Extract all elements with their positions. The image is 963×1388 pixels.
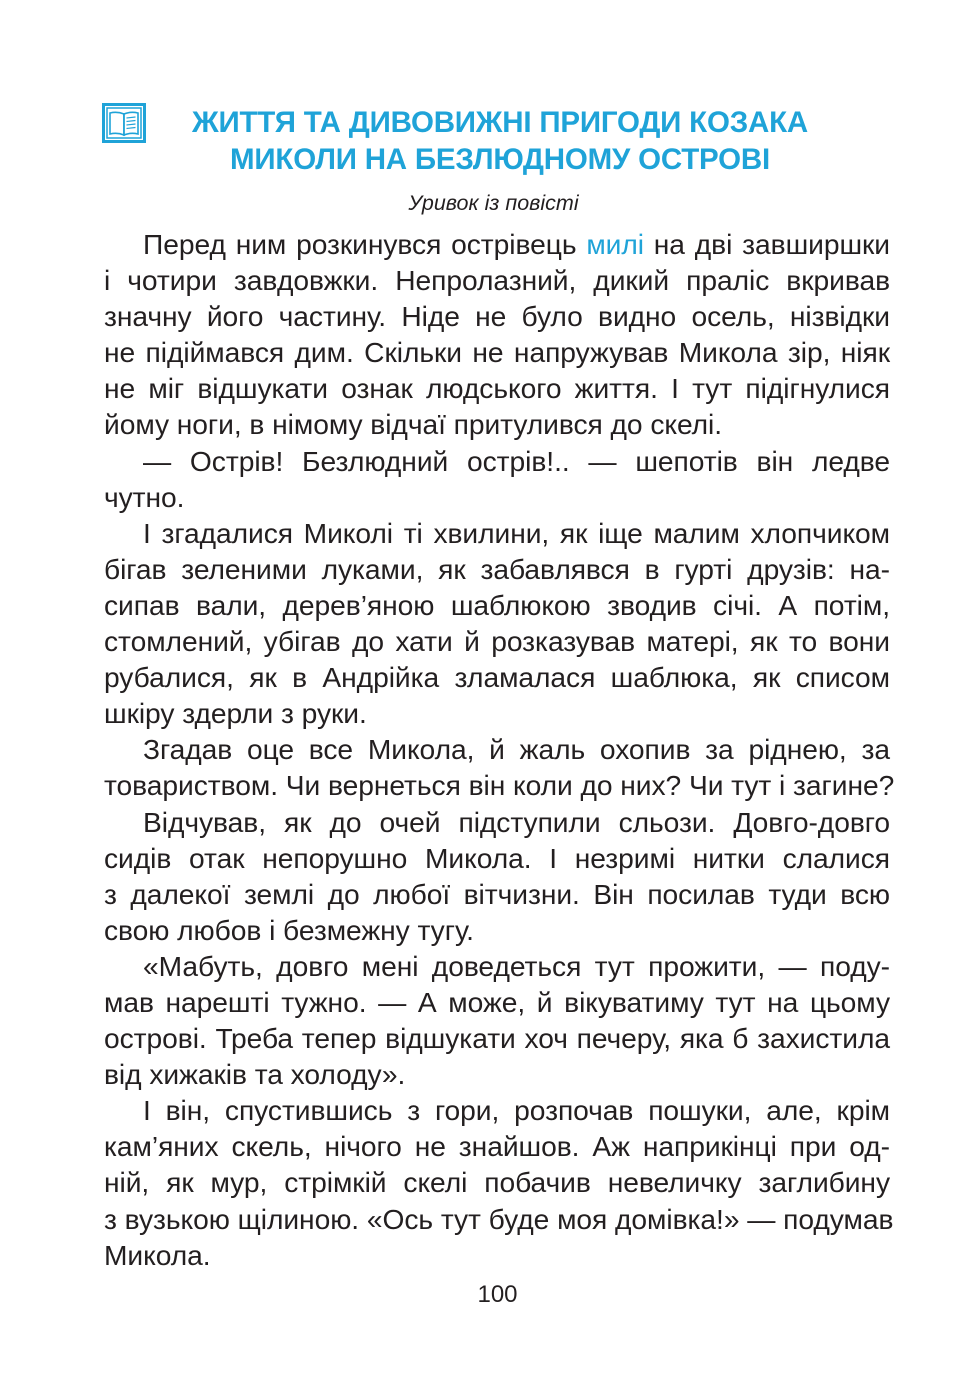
- story-subtitle: Уривок із повісті: [408, 191, 579, 215]
- open-book-icon: [102, 103, 146, 143]
- text-line: шкіру здерли з руки.: [104, 697, 367, 730]
- text-line: свою любов і безмежну тугу.: [104, 913, 474, 946]
- text-line: не міг відшукати ознак людського життя. І тут підігнулися: [104, 372, 890, 405]
- text-line: Микола.: [104, 1238, 211, 1271]
- highlighted-word: милі: [586, 228, 644, 260]
- text-line: товариством. Чи вернеться він коли до них? Чи тут і загине?: [104, 769, 895, 802]
- story-title: [150, 104, 850, 178]
- text-line: чутно.: [104, 480, 185, 513]
- text-line: рубалися, як в Андрійка зламалася шаблюка, як списом: [104, 661, 890, 694]
- text-line: значну його частину. Ніде не було видно осель, нізвідки: [104, 300, 890, 333]
- text-line: бігав зеленими луками, як забавлявся в гурті друзів: на-: [104, 552, 890, 585]
- text-line: І він, спустившись з гори, розпочав пошуки, але, крім: [143, 1094, 890, 1127]
- text-line: від хижаків та холоду».: [104, 1058, 406, 1091]
- text-line: Відчував, як до очей підступили сльози. Довго-довго: [143, 805, 890, 838]
- text-line: І згадалися Миколі ті хвилини, як іще малим хлопчиком: [143, 516, 890, 549]
- text-line: — Острів! Безлюдний острів!.. — шепотів він ледве: [143, 444, 890, 477]
- text-line: острові. Треба тепер відшукати хоч печеру, яка б захистила: [104, 1022, 890, 1055]
- text-line: і чотири завдовжки. Непролазний, дикий праліс вкривав: [104, 264, 890, 297]
- text-line: ній, як мур, стрімкій скелі побачив невеличку заглибину: [104, 1166, 890, 1199]
- text-line: сипав вали, дерев’яною шаблюкою зводив січі. А потім,: [104, 588, 890, 621]
- text-line: сидів отак непорушно Микола. І незримі нитки слалися: [104, 841, 890, 874]
- story-text: [104, 226, 895, 1273]
- text-line: з вузькою щілиною. «Ось тут буде моя домівка!» — подумав: [104, 1202, 894, 1235]
- text-line: Згадав оце все Микола, й жаль охопив за ріднею, за: [143, 733, 890, 766]
- text-line: мав нарешті тужно. — А може, й вікуватиму тут на цьому: [104, 985, 890, 1018]
- text-line: кам’яних скель, нічого не знайшов. Аж наприкінці при од-: [104, 1130, 890, 1163]
- title-line: МИКОЛИ НА БЕЗЛЮДНОМУ ОСТРОВІ: [230, 143, 770, 176]
- text-line: не підіймався дим. Скільки не напружував Микола зір, ніяк: [104, 336, 890, 369]
- title-line: ЖИТТЯ ТА ДИВОВИЖНІ ПРИГОДИ КОЗАКА: [191, 106, 808, 139]
- text-line: йому ноги, в німому відчаї притулився до скелі.: [104, 408, 723, 441]
- text-line: Перед ним розкинувся острівець милі на дві завширшки: [143, 228, 890, 260]
- page-number: 100: [477, 1281, 518, 1308]
- text-line: стомлений, убігав до хати й розказував матері, як то вони: [104, 625, 890, 658]
- text-line: «Мабуть, довго мені доведеться тут прожити, — поду-: [143, 949, 890, 982]
- text-line: з далекої землі до любої вітчизни. Він посилав туди всю: [104, 877, 890, 910]
